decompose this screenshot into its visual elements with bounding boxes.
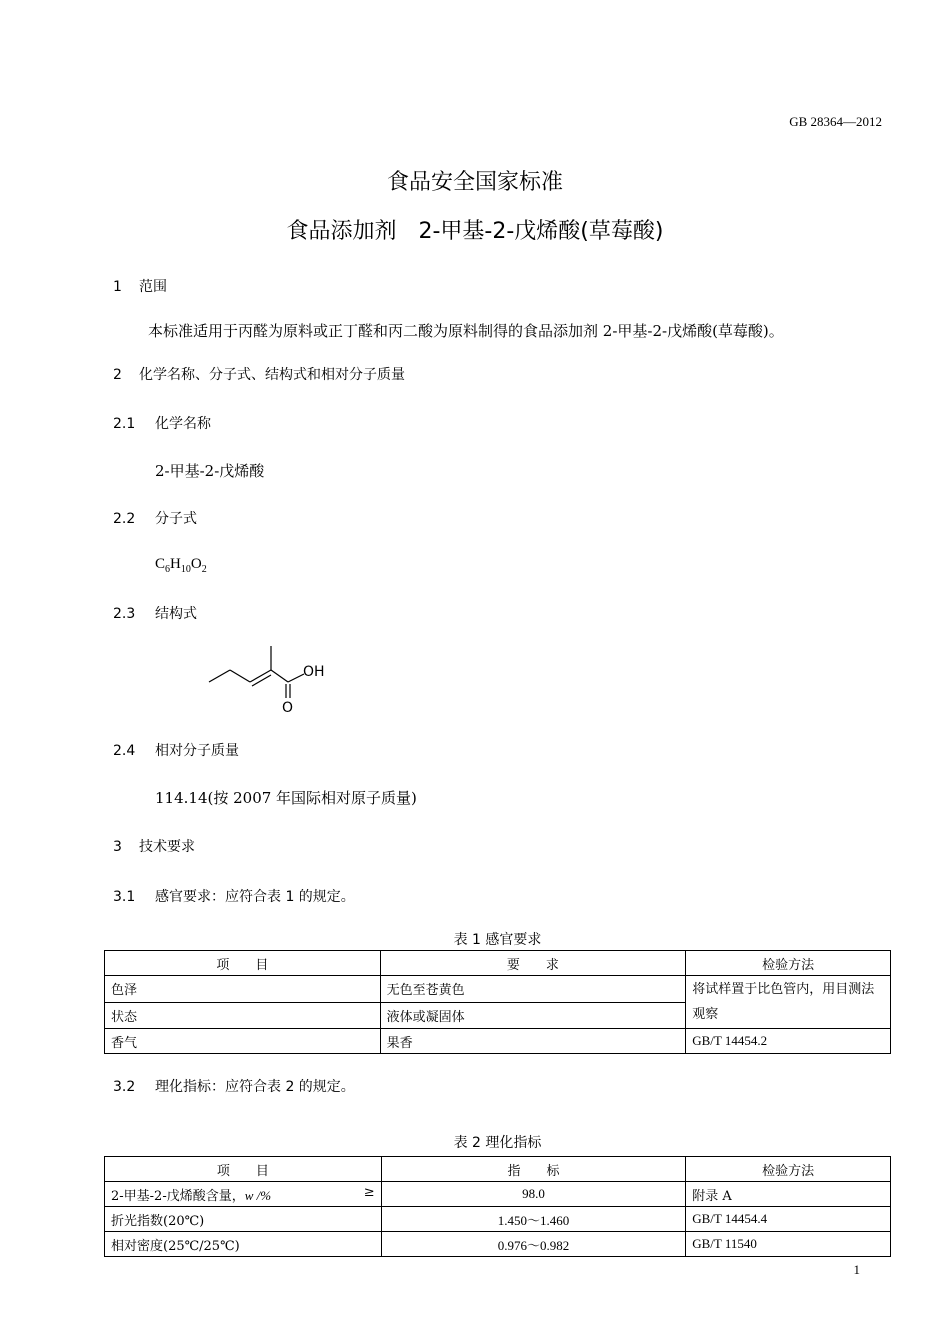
- table-cell: 98.0: [381, 1182, 686, 1207]
- section-1-heading: [113, 276, 167, 296]
- table-cell: 2-甲基-2-戊烯酸含量，w /% ≥: [105, 1182, 382, 1207]
- section-title: 化学名称: [155, 416, 211, 432]
- section-number: 3: [113, 839, 122, 855]
- table-cell: 色泽: [105, 976, 381, 1003]
- table-2-caption: 表 2 理化指标: [453, 1135, 542, 1151]
- section-text: 理化指标：应符合表 2 的规定。: [155, 1079, 355, 1095]
- table-header-row: [105, 1157, 891, 1182]
- table-2: [104, 1156, 891, 1257]
- section-2-heading: [113, 364, 405, 384]
- structural-formula: [200, 640, 340, 718]
- table-cell: GB/T 11540: [686, 1232, 891, 1257]
- section-number: 1: [113, 279, 122, 295]
- section-number: 3.1: [113, 889, 136, 905]
- header-cell: 项 目: [105, 1157, 382, 1182]
- section-3-2-heading: [113, 1076, 355, 1096]
- table-cell: GB/T 14454.4: [686, 1207, 891, 1232]
- section-number: 2: [113, 367, 122, 383]
- table-row: [105, 1232, 891, 1257]
- section-2-3-heading: [113, 603, 197, 623]
- section-title: 结构式: [155, 606, 197, 622]
- section-title: 化学名称、分子式、结构式和相对分子质量: [139, 367, 405, 383]
- section-title: 相对分子质量: [155, 743, 239, 759]
- header-cell: 指 标: [381, 1157, 686, 1182]
- table-row: [105, 1182, 891, 1207]
- table-cell: 附录 A: [686, 1182, 891, 1207]
- header-cell: 检验方法: [686, 951, 891, 976]
- molecular-weight: 114.14(按 2007 年国际相对原子质量): [155, 789, 417, 807]
- header-cell: 要 求: [380, 951, 686, 976]
- section-1-text: 本标准适用于丙醛为原料或正丁醛和丙二酸为原料制得的食品添加剂 2-甲基-2-戊烯酸(草莓酸)。: [148, 322, 784, 340]
- table-cell: 液体或凝固体: [380, 1002, 686, 1029]
- section-2-4-heading: [113, 740, 239, 760]
- document-title: 食品安全国家标准: [386, 170, 563, 195]
- section-number: 2.2: [113, 511, 136, 527]
- table-cell: 相对密度(25℃/25℃): [105, 1232, 382, 1257]
- section-title: 范围: [139, 279, 167, 295]
- section-number: 2.3: [113, 606, 136, 622]
- merged-method-cell: 将试样置于比色管内，用目测法观察: [686, 976, 891, 1029]
- table-1: [104, 950, 891, 1054]
- table-1-caption: 表 1 感官要求: [453, 932, 542, 948]
- table-cell: GB/T 14454.2: [686, 1029, 891, 1054]
- table-row: [105, 1207, 891, 1232]
- o-label: O: [282, 700, 294, 716]
- table-cell: 香气: [105, 1029, 381, 1054]
- section-3-1-heading: [113, 886, 355, 906]
- table-cell: 折光指数(20℃): [105, 1207, 382, 1232]
- oh-label: OH: [303, 664, 325, 680]
- section-number: 2.4: [113, 743, 136, 759]
- table-row: [105, 1029, 891, 1054]
- section-number: 3.2: [113, 1079, 136, 1095]
- table-cell: 无色至苍黄色: [380, 976, 686, 1003]
- section-3-heading: [113, 836, 195, 856]
- comparison-symbol: ≥: [363, 1184, 375, 1200]
- section-2-2-heading: [113, 508, 197, 528]
- section-text: 感官要求：应符合表 1 的规定。: [155, 889, 355, 905]
- section-title: 技术要求: [139, 839, 195, 855]
- section-2-1-heading: [113, 413, 211, 433]
- page-number: 1: [853, 1262, 860, 1277]
- standard-number: GB 28364—2012: [789, 114, 882, 129]
- table-cell: 果香: [380, 1029, 686, 1054]
- table-cell: 状态: [105, 1002, 381, 1029]
- header-cell: 项 目: [105, 951, 381, 976]
- document-subtitle: 食品添加剂 2-甲基-2-戊烯酸(草莓酸): [286, 219, 664, 244]
- section-number: 2.1: [113, 416, 136, 432]
- header-cell: 检验方法: [686, 1157, 891, 1182]
- molecular-formula: $C_6H_{10}O_2$: [155, 556, 207, 575]
- skeleton-bonds: [209, 646, 304, 698]
- table-header-row: [105, 951, 891, 976]
- table-row: [105, 976, 891, 1003]
- table-cell: 1.450～1.460: [381, 1207, 686, 1232]
- table-cell: 0.976～0.982: [381, 1232, 686, 1257]
- chemical-name: 2-甲基-2-戊烯酸: [155, 462, 265, 480]
- section-title: 分子式: [155, 511, 197, 527]
